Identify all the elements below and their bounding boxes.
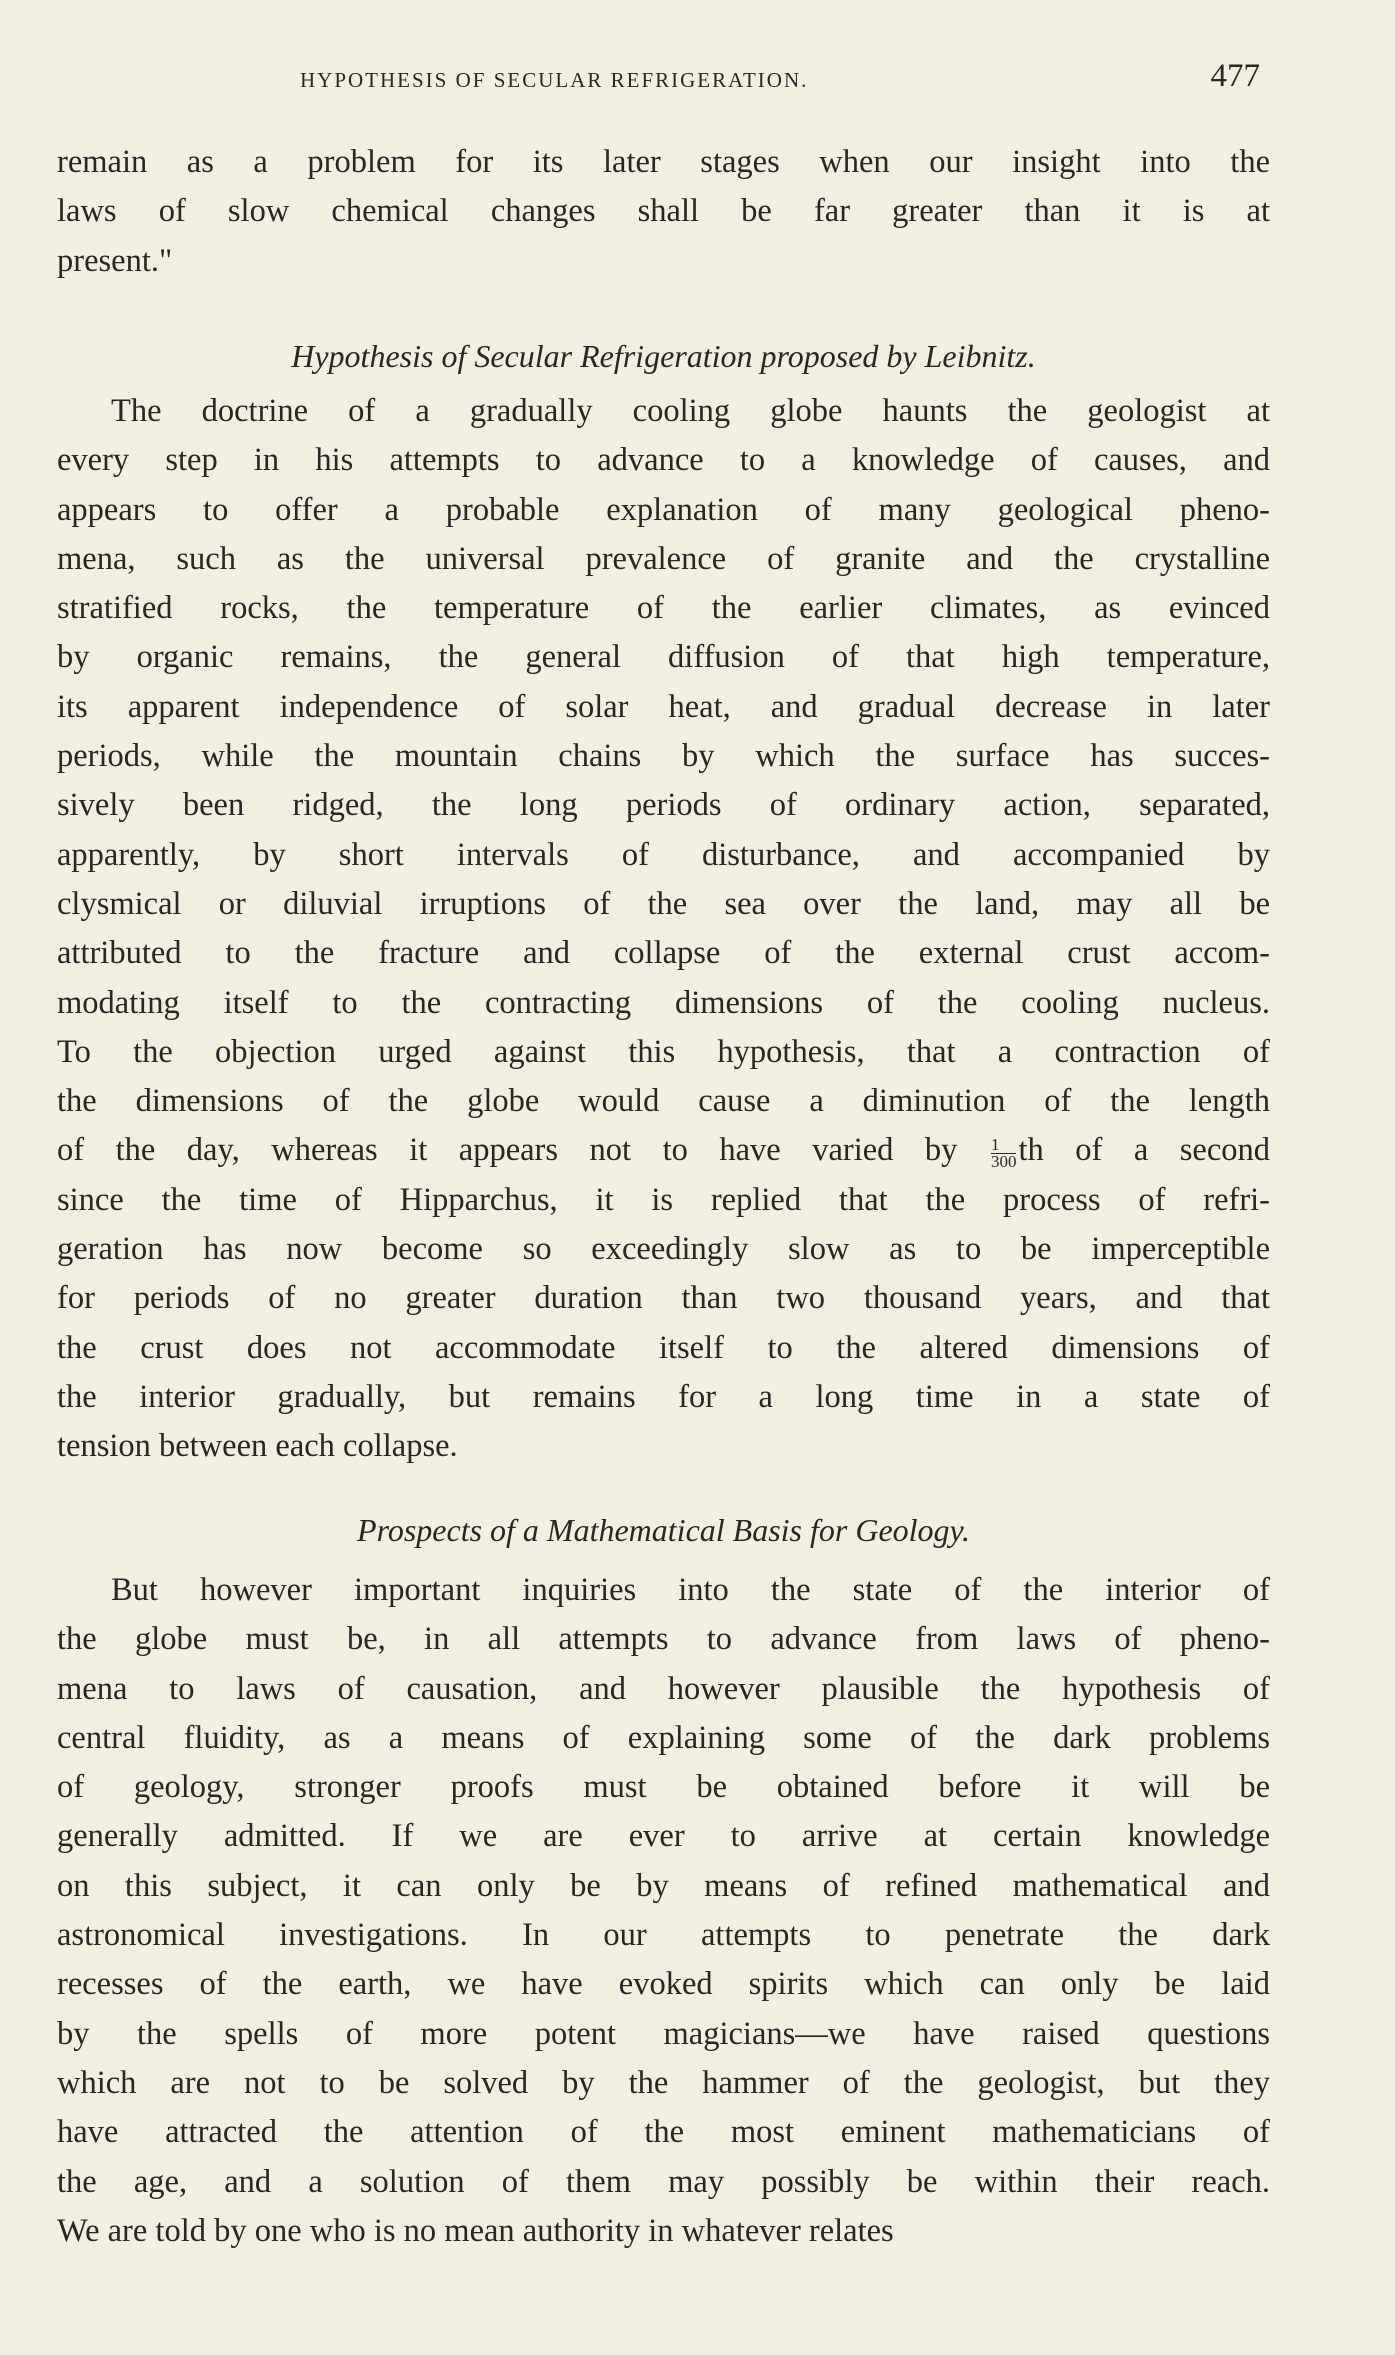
text-line: geration has now become so exceedingly slow as to be imperceptible	[57, 1231, 1270, 1268]
text-line: attributed to the fracture and collapse of the external crust accom-	[57, 935, 1270, 972]
text-line: The doctrine of a gradually cooling globe haunts the geologist at	[111, 393, 1270, 429]
text-line: every step in his attempts to advance to a knowledge of causes, and	[57, 442, 1270, 479]
text-line: tension between each collapse.	[57, 1428, 458, 1465]
text-line: But however important inquiries into the state of the interior of	[111, 1572, 1270, 1608]
text-line: on this subject, it can only be by means of refined mathematical and	[57, 1867, 1270, 1904]
text-line: stratified rocks, the temperature of the earlier climates, as evinced	[57, 590, 1270, 627]
text-line: To the objection urged against this hypothesis, that a contraction of	[57, 1033, 1270, 1070]
text-line: modating itself to the contracting dimensions of the cooling nucleus.	[57, 984, 1270, 1021]
text-line: since the time of Hipparchus, it is replied that the process of refri-	[57, 1181, 1270, 1218]
section-heading-mathematical-basis: Prospects of a Mathematical Basis for Geology.	[357, 1512, 970, 1548]
text-line: the crust does not accommodate itself to the altered dimensions of	[57, 1329, 1270, 1366]
text-line: remain as a problem for its later stages when our insight into the	[57, 144, 1270, 180]
page-number: 477	[1210, 58, 1260, 94]
text-line: laws of slow chemical changes shall be far greater than it is at	[57, 193, 1270, 230]
text-line: clysmical or diluvial irruptions of the sea over the land, may all be	[57, 885, 1270, 922]
text-line	[57, 1126, 1270, 1175]
fraction-denominator: 300	[990, 1151, 1017, 1171]
paragraph-mathematical-basis	[57, 1566, 1270, 2256]
text-line: present."	[57, 242, 173, 279]
text-line: the globe must be, in all attempts to advance from laws of pheno-	[57, 1621, 1270, 1658]
text-line: have attracted the attention of the most eminent mathematicians of	[57, 2114, 1270, 2151]
text-line: by organic remains, the general diffusion of that high temperature,	[57, 639, 1270, 676]
text-line: We are told by one who is no mean authority in whatever relates	[57, 2212, 894, 2249]
text-line: the dimensions of the globe would cause a diminution of the length	[57, 1083, 1270, 1120]
text-line: mena to laws of causation, and however plausible the hypothesis of	[57, 1670, 1270, 1707]
text-line: by the spells of more potent magicians—we have raised questions	[57, 2015, 1270, 2052]
page-header	[300, 58, 1260, 108]
running-title: HYPOTHESIS OF SECULAR REFRIGERATION.	[300, 68, 809, 92]
text-segment: of the day, whereas it appears not to have varied by	[57, 1132, 958, 1169]
text-line: periods, while the mountain chains by which the surface has succes-	[57, 738, 1270, 775]
text-line: the age, and a solution of them may possibly be within their reach.	[57, 2163, 1270, 2200]
text-line: astronomical investigations. In our attempts to penetrate the dark	[57, 1917, 1270, 1954]
fraction-numerator: 1	[991, 1137, 1017, 1154]
text-line: mena, such as the universal prevalence of granite and the crystalline	[57, 540, 1270, 577]
text-line: which are not to be solved by the hammer of the geologist, but they	[57, 2064, 1270, 2101]
text-line: its apparent independence of solar heat, and gradual decrease in later	[57, 688, 1270, 725]
fraction	[990, 1134, 1017, 1171]
paragraph-secular-refrigeration	[57, 387, 1270, 1472]
text-line: generally admitted. If we are ever to arrive at certain knowledge	[57, 1818, 1270, 1855]
text-line: sively been ridged, the long periods of ordinary action, separated,	[57, 787, 1270, 824]
text-line: appears to offer a probable explanation of many geological pheno-	[57, 491, 1270, 528]
text-line: recesses of the earth, we have evoked spirits which can only be laid	[57, 1966, 1270, 2003]
text-line: central fluidity, as a means of explaining some of the dark problems	[57, 1719, 1270, 1756]
text-line: the interior gradually, but remains for a long time in a state of	[57, 1378, 1270, 1415]
paragraph-continued	[57, 138, 1270, 286]
section-heading-leibnitz: Hypothesis of Secular Refrigeration proposed by Leibnitz.	[291, 338, 1036, 374]
text-line: of geology, stronger proofs must be obtained before it will be	[57, 1769, 1270, 1806]
text-segment: th of a second	[1018, 1132, 1271, 1169]
text-line: for periods of no greater duration than two thousand years, and that	[57, 1280, 1270, 1317]
text-line: apparently, by short intervals of disturbance, and accompanied by	[57, 836, 1270, 873]
